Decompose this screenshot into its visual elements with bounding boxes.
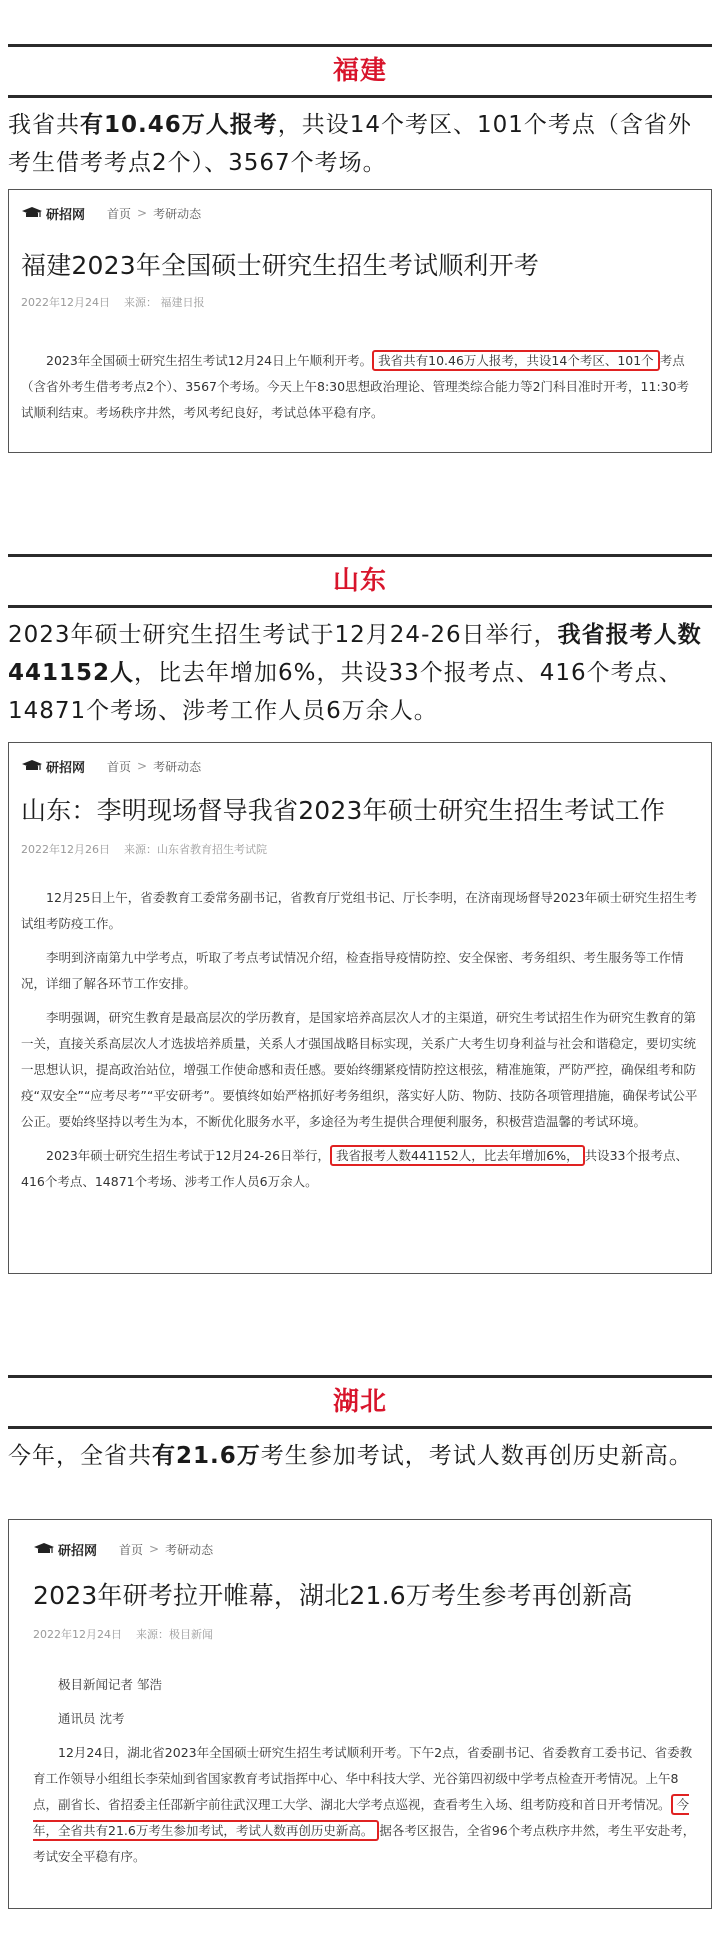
breadcrumb-separator: > xyxy=(149,1542,160,1556)
article-meta xyxy=(21,294,701,310)
site-logo[interactable]: 研招网 xyxy=(21,757,85,776)
article-paragraph: 李明强调，研究生教育是最高层次的学历教育，是国家培养高层次人才的主渠道，研究生考试招生作为研究生教育的第一关，直接关系高层次人才选拔培养质量，关系人才强国战略目标实现，关系广大考生切身利益与社会和谐稳定，要切实统一思想认识，提高政治站位，增强工作使命感和责任感。要始终绷紧疫情防控这根弦，精准施策，严防严控，确保组考和防疫“双安全”“应考尽考”“平安研考”。要慎终如始严格抓好考务组织，落实好人防、物防、技防各项管理措施，确保考试公平公正。要始终坚持以考生为本，不断优化服务水平，多途径为考生提供合理便利服务，积极营造温馨的考试环境。 xyxy=(21,1010,698,1129)
article-paragraph: 12月25日上午，省委教育工委常务副书记，省教育厅党组书记、厅长李明，在济南现场督导2023年硕士研究生招生考试组考防疫工作。 xyxy=(21,890,698,931)
highlight-box: 我省报考人数441152人，比去年增加6%， xyxy=(330,1145,585,1166)
article-title: 2023年研考拉开帷幕，湖北21.6万考生参考再创新高 xyxy=(33,1581,633,1610)
article-date: 2022年12月26日 xyxy=(21,843,110,856)
section-fujian xyxy=(0,44,720,182)
article-screenshot-hubei xyxy=(8,1519,712,1909)
article-source: 来源：极目新闻 xyxy=(136,1628,213,1641)
breadcrumb-separator: > xyxy=(137,759,148,773)
breadcrumb-section[interactable]: 考研动态 xyxy=(153,759,202,774)
article-source: 来源： 福建日报 xyxy=(124,296,205,309)
site-header xyxy=(21,751,699,781)
breadcrumb-section[interactable]: 考研动态 xyxy=(153,206,202,221)
article-paragraph: 12月24日，湖北省2023年全国硕士研究生招生考试顺利开考。下午2点，省委副书记、省委教育工委书记、省委教育工作领导小组组长李荣灿到省国家教育考试指挥中心、华中科技大学、光谷第四初级中学考点检查开考情况。上午8点，副省长、省招委主任邵新宇前往武汉理工大学、湖北大学考点巡视，查看考生入场、组考防疫和首日开考情况。 今年，全省共有21.6万考生参加考试，考试人数再创历史新高。 据各考区报告，全省96个考点秩序井然，考生平安赴考，考试安全平稳有序。 xyxy=(33,1745,696,1864)
article-screenshot-fujian xyxy=(8,189,712,453)
section-shandong xyxy=(0,554,720,730)
article-meta xyxy=(21,841,699,857)
breadcrumb-separator: > xyxy=(137,206,148,220)
breadcrumb-home[interactable]: 首页 xyxy=(119,1542,144,1557)
article-paragraph: 李明到济南第九中学考点，听取了考点考试情况介绍，检查指导疫情防控、安全保密、考务组织、考生服务等工作情况，详细了解各环节工作安排。 xyxy=(21,950,684,991)
article-screenshot-shandong xyxy=(8,742,712,1274)
article-paragraph: 2023年硕士研究生招生考试于12月24-26日举行， 我省报考人数441152人，比去年增加6%， 共设33个报考点、416个考点、14871个考场、涉考工作人员6万余人。 xyxy=(21,1143,699,1195)
article-source: 来源：山东省教育招生考试院 xyxy=(124,843,267,856)
site-logo[interactable]: 研招网 xyxy=(21,204,85,223)
article-title: 福建2023年全国硕士研究生招生考试顺利开考 xyxy=(21,251,540,280)
breadcrumb xyxy=(107,758,201,775)
province-heading: 湖北 xyxy=(332,1387,387,1417)
breadcrumb-home[interactable]: 首页 xyxy=(107,206,132,221)
section-rule-bottom xyxy=(8,605,712,608)
graduation-cap-icon xyxy=(33,1542,55,1556)
article-paragraph: 通讯员 沈考 xyxy=(58,1711,125,1726)
site-header xyxy=(21,198,701,228)
article-title: 山东：李明现场督导我省2023年硕士研究生招生考试工作 xyxy=(21,796,666,825)
site-header xyxy=(33,1534,697,1564)
graduation-cap-icon xyxy=(21,759,43,773)
breadcrumb-section[interactable]: 考研动态 xyxy=(165,1542,214,1557)
summary-text: 今年，全省共有21.6万考生参加考试，考试人数再创历史新高。 xyxy=(8,1443,693,1469)
section-hubei xyxy=(0,1375,720,1475)
highlight-box: 今年，全省共有21.6万考生参加考试，考试人数再创历史新高。 xyxy=(33,1794,689,1841)
article-paragraph: 2023年全国硕士研究生招生考试12月24日上午顺利开考。 我省共有10.46万人报考，共设14个考区、101个 考点（含省外考生借考考点2个）、3567个考场。今天上午8:30思想政治理论、管理类综合能力等2门科目准时开考，11:30考试顺利结束。考场秩序井然，考风考纪良好，考试总体平稳有序。 xyxy=(21,348,701,426)
article-date: 2022年12月24日 xyxy=(21,296,110,309)
article-date: 2022年12月24日 xyxy=(33,1628,122,1641)
breadcrumb xyxy=(119,1541,213,1558)
province-heading: 福建 xyxy=(332,56,387,86)
section-rule-bottom xyxy=(8,1426,712,1429)
section-rule-bottom xyxy=(8,95,712,98)
article-paragraph: 极目新闻记者 邹浩 xyxy=(58,1677,162,1692)
site-logo[interactable]: 研招网 xyxy=(33,1540,97,1559)
summary-text: 我省共有10.46万人报考，共设14个考区、101个考点（含省外考生借考考点2个）、3567个考场。 xyxy=(8,112,692,176)
province-heading: 山东 xyxy=(332,566,387,596)
summary-text: 2023年硕士研究生招生考试于12月24-26日举行，我省报考人数441152人，比去年增加6%，共设33个报考点、416个考点、14871个考场、涉考工作人员6万余人。 xyxy=(8,622,702,724)
graduation-cap-icon xyxy=(21,206,43,220)
breadcrumb-home[interactable]: 首页 xyxy=(107,759,132,774)
article-meta xyxy=(33,1626,697,1642)
highlight-box: 我省共有10.46万人报考，共设14个考区、101个 xyxy=(372,350,660,371)
breadcrumb xyxy=(107,205,201,222)
